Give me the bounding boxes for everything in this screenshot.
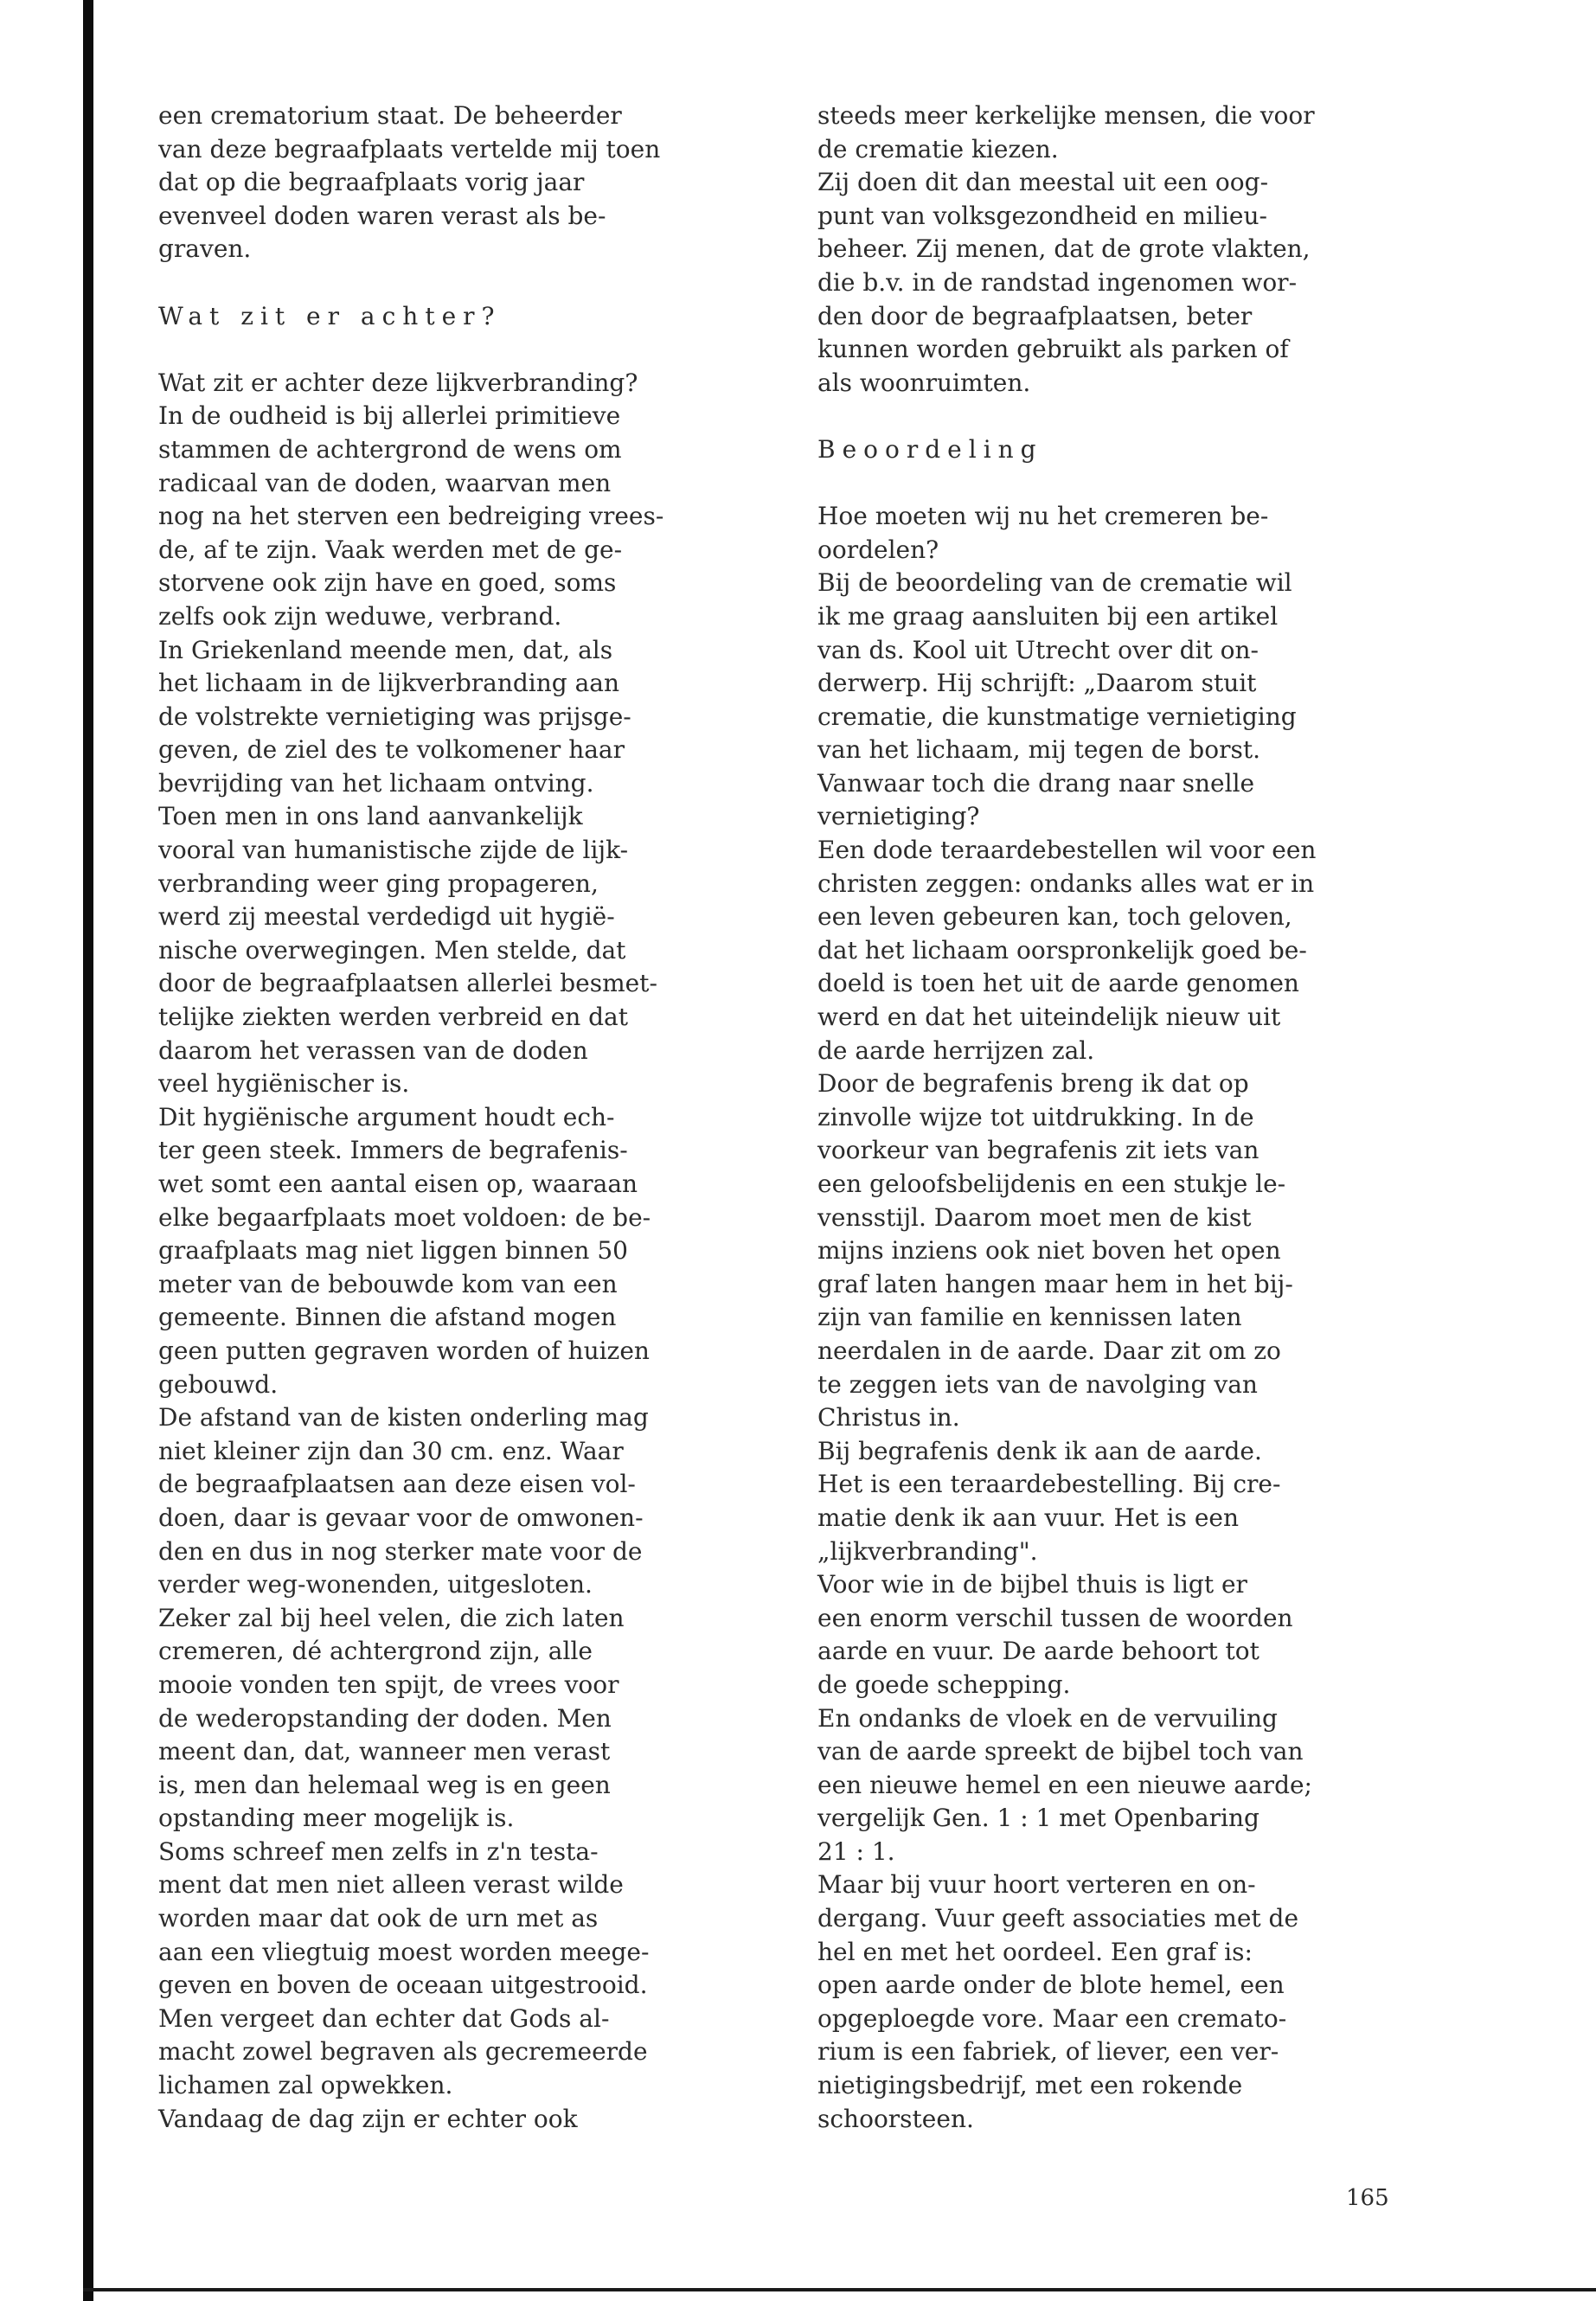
- paragraph: Dit hygiënische argument houdt ech- ter geen steek. Immers de begrafenis- wet somt een aantal eisen op, waaraan elke begaarfplaats moet voldoen: de be- graafplaats mag niet liggen binnen 50 meter van de bebouwde kom van een gemeente. Binnen die afstand mogen geen putten gegraven worden of huizen gebouwd.: [158, 1102, 651, 1399]
- paragraph: De afstand van de kisten onderling mag niet kleiner zijn dan 30 cm. enz. Waar de begraafplaatsen aan deze eisen vol- doen, daar is gevaar voor de omwonen- den en dus in nog sterker mate voor de verder weg-wonenden, uitgesloten.: [158, 1403, 649, 1599]
- spacer: [817, 467, 1406, 501]
- paragraph: Bij de beoordeling van de crematie wil ik me graag aansluiten bij een artikel van ds. Kool uit Utrecht over dit on- derwerp. Hij schrijft: „Daarom stuit crematie, die kunstmatige vernietiging van het lichaam, mij tegen de borst. Vanwaar toch die drang naar snelle vernietiging?: [817, 568, 1297, 831]
- paragraph: Voor wie in de bijbel thuis is ligt er een enorm verschil tussen de woorden aarde en vuur. De aarde behoort tot de goede schepping.: [817, 1570, 1293, 1699]
- binding-edge: [83, 0, 93, 2301]
- paragraph: Zij doen dit dan meestal uit een oog- punt van volksgezondheid en milieu- beheer. Zij menen, dat de grote vlakten, die b.v. in de randstad ingenomen wor- den door de begraafplaatsen, beter kunnen worden gebruikt als parken of als woonruimten.: [817, 168, 1311, 397]
- paragraph: een crematorium staat. De beheerder van deze begraafplaats vertelde mij toen dat op die begraafplaats vorig jaar evenveel doden waren verast als be- graven.: [158, 101, 661, 264]
- paragraph: Een dode teraardebestellen wil voor een christen zeggen: ondanks alles wat er in een leven gebeuren kan, toch geloven, dat het lichaam oorspronkelijk goed be- doeld is toen het uit de aarde genomen werd en dat het uiteindelijk nieuw uit de aarde herrijzen zal.: [817, 836, 1317, 1065]
- spacer: [158, 333, 747, 367]
- paragraph: Bij begrafenis denk ik aan de aarde. Het is een teraardebestelling. Bij cre- matie denk ik aan vuur. Het is een „lijkverbranding".: [817, 1436, 1281, 1566]
- page-number: 165: [1346, 2185, 1389, 2211]
- section-heading: Wat zit er achter?: [158, 301, 502, 330]
- section-heading: Beoordeling: [817, 434, 1043, 464]
- paragraph: In Griekenland meende men, dat, als het lichaam in de lijkverbranding aan de volstrekte vernietiging was prijsge- geven, de ziel des te volkomener haar bevrijding van het lichaam ontving.: [158, 635, 631, 798]
- left-column: [158, 99, 747, 2136]
- bottom-edge-rule: [83, 2288, 1596, 2291]
- paragraph: steeds meer kerkelijke mensen, die voor de crematie kiezen.: [817, 101, 1315, 163]
- paragraph: Door de begrafenis breng ik dat op zinvolle wijze tot uitdrukking. In de voorkeur van begrafenis zit iets van een geloofsbelijdenis en een stukje le- vensstijl. Daarom moet men de kist mijns inziens ook niet boven het open graf laten hangen maar hem in het bij- zijn van familie en kennissen laten neerdalen in de aarde. Daar zit om zo te zeggen iets van de navolging van Christus in.: [817, 1069, 1293, 1433]
- paragraph: Maar bij vuur hoort verteren en on- dergang. Vuur geeft associaties met de hel en met het oordeel. Een graf is: open aarde onder de blote hemel, een opgeploegde vore. Maar een cremato- rium is een fabriek, of liever, een ver- nietigingsbedrijf, met een rokende schoorsteen.: [817, 1870, 1299, 2133]
- spacer: [158, 266, 747, 300]
- right-column: [817, 99, 1406, 2136]
- paragraph: Toen men in ons land aanvankelijk vooral van humanistische zijde de lijk- verbranding weer ging propageren, werd zij meestal verdedigd uit hygië- nische overwegingen. Men stelde, dat door de begraafplaatsen allerlei besmet- telijke ziekten werden verbreid en dat daarom het verassen van de doden veel hygiënischer is.: [158, 802, 657, 1099]
- paragraph: Soms schreef men zelfs in z'n testa- ment dat men niet alleen verast wilde worden maar dat ook de urn met as aan een vliegtuig moest worden meege- geven en boven de oceaan uitgestrooid. Men vergeet dan echter dat Gods al- macht zowel begraven als gecremeerde lichamen zal opwekken.: [158, 1836, 650, 2100]
- paragraph: En ondanks de vloek en de vervuiling van de aarde spreekt de bijbel toch van een nieuwe hemel en een nieuwe aarde; vergelijk Gen. 1 : 1 met Openbaring 21 : 1.: [817, 1703, 1312, 1866]
- spacer: [817, 400, 1406, 433]
- paragraph: Vandaag de dag zijn er echter ook: [158, 2104, 578, 2133]
- paragraph: Wat zit er achter deze lijkverbranding? In de oudheid is bij allerlei primitieve stammen de achtergrond de wens om radicaal van de doden, waarvan men nog na het sterven een bedreiging vrees- de, af te zijn. Vaak werden met de ge- storvene ook zijn have en goed, soms zelfs ook zijn weduwe, verbrand.: [158, 368, 664, 631]
- paragraph: Hoe moeten wij nu het cremeren be- oordelen?: [817, 502, 1269, 564]
- paragraph: Zeker zal bij heel velen, die zich laten cremeren, dé achtergrond zijn, alle mooie vonden ten spijt, de vrees voor de wederopstanding der doden. Men meent dan, dat, wanneer men verast is, men dan helemaal weg is en geen opstanding meer mogelijk is.: [158, 1603, 625, 1833]
